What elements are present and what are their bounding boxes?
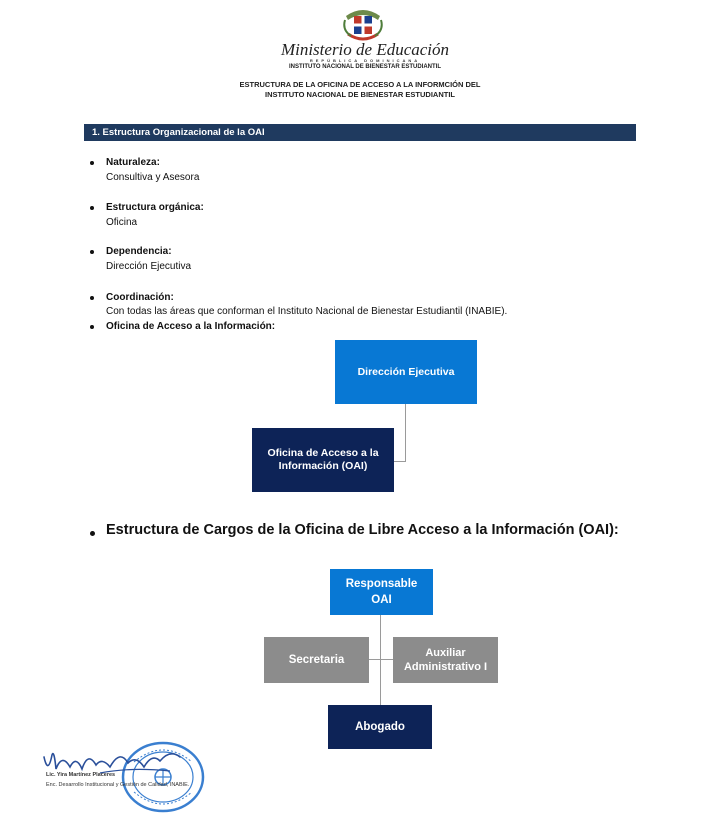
abogado-label: Abogado	[355, 721, 405, 733]
oai-box	[252, 428, 394, 492]
oai-label: Oficina de Acceso a la Información:	[106, 321, 276, 332]
auxiliar-box	[393, 637, 498, 683]
estructura-label: Estructura orgánica:	[106, 202, 204, 213]
document-title	[190, 80, 530, 100]
estructura-value: Oficina	[106, 217, 138, 228]
dependencia-label: Dependencia:	[106, 246, 172, 257]
oai-label-short: OAI	[371, 594, 392, 606]
abogado-box	[328, 705, 432, 749]
connector-line	[380, 615, 381, 705]
coordinacion-label: Coordinación:	[106, 292, 174, 303]
secretaria-box	[264, 637, 369, 683]
direccion-ejecutiva-box	[335, 340, 477, 404]
naturaleza-label: Naturaleza:	[106, 157, 160, 168]
section-heading: 1. Estructura Organizacional de la OAI	[84, 124, 636, 141]
connector-line	[369, 659, 393, 660]
signer-role: Enc. Desarrollo Institucional y Gestión de Calidad, INABIE.	[46, 782, 190, 788]
document-title-line-2: INSTITUTO NACIONAL DE BIENESTAR ESTUDIANTIL	[264, 90, 455, 99]
direccion-ejecutiva-label: Dirección Ejecutiva	[357, 366, 455, 378]
oai-box-line-2: Información (OAI)	[278, 460, 368, 472]
coordinacion-value: Con todas las áreas que conforman el Instituto Nacional de Bienestar Estudiantil (INABIE).	[106, 306, 508, 317]
connector-line	[394, 461, 406, 462]
document-title-line-1: ESTRUCTURA DE LA OFICINA DE ACCESO A LA INFORMCIÓN DEL	[239, 80, 481, 89]
auxiliar-label-2: Administrativo I	[403, 661, 488, 673]
republica-label: REPÚBLICA DOMINICANA	[309, 58, 421, 63]
secretaria-label: Secretaria	[288, 654, 345, 666]
ministry-name: Ministerio de Educación	[280, 40, 450, 59]
bullet-icon	[90, 202, 98, 210]
bullet-icon	[90, 246, 98, 254]
bullet-icon	[90, 527, 98, 535]
cargos-title: Estructura de Cargos de la Oficina de Libre Acceso a la Información (OAI):	[106, 522, 619, 538]
handwritten-signature	[40, 745, 190, 785]
bullet-icon	[90, 292, 98, 300]
dependencia-value: Dirección Ejecutiva	[106, 261, 192, 272]
bullet-icon	[90, 157, 98, 165]
auxiliar-label-1: Auxiliar	[425, 647, 466, 659]
institute-name: INSTITUTO NACIONAL DE BIENESTAR ESTUDIANTIL	[288, 64, 441, 70]
responsable-oai-box	[330, 569, 433, 615]
oai-box-line-1: Oficina de Acceso a la	[267, 447, 379, 459]
signer-name: Lic. Yira Martínez Placeres	[46, 772, 116, 778]
responsable-label: Responsable	[345, 578, 418, 590]
coat-of-arms-seal	[342, 6, 384, 44]
bullet-icon	[90, 321, 98, 329]
naturaleza-value: Consultiva y Asesora	[106, 172, 200, 183]
connector-line	[405, 404, 406, 462]
